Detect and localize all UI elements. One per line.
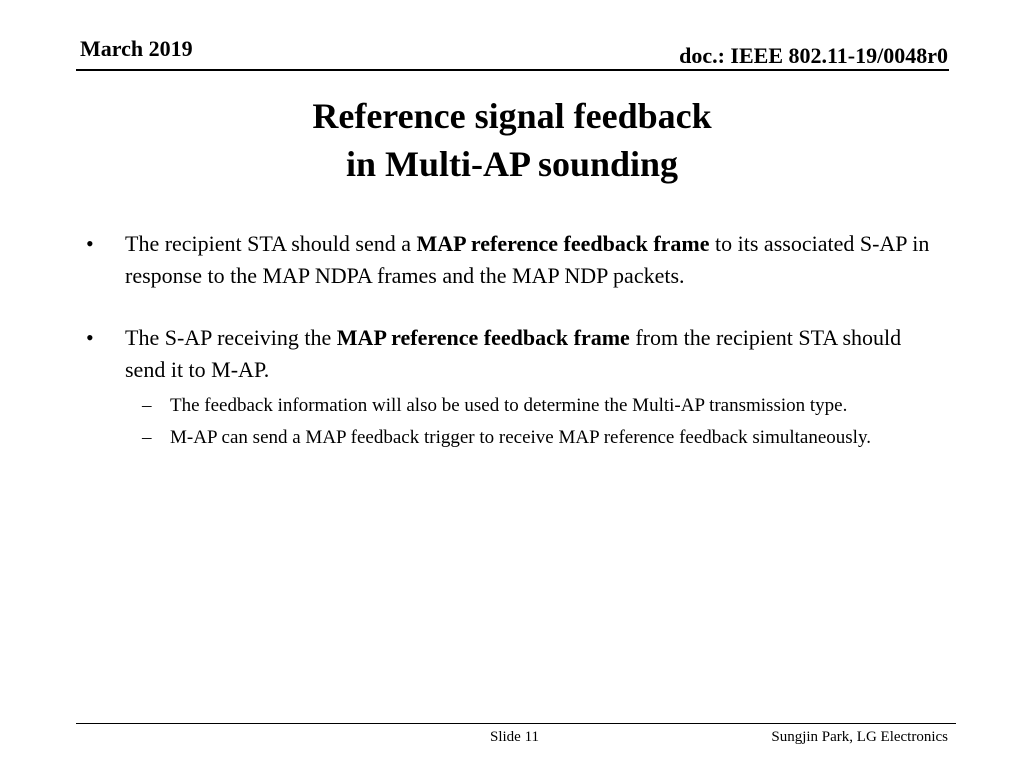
bullet-text: The S-AP receiving the	[125, 325, 337, 350]
sub-bullet-text: M-AP can send a MAP feedback trigger to receive MAP reference feedback simultaneously.	[170, 427, 871, 448]
bullet-bold-text: MAP reference feedback frame	[416, 231, 710, 256]
sub-bullet-mark: –	[142, 395, 152, 416]
header-date: March 2019	[80, 36, 193, 61]
footer-divider	[76, 723, 956, 724]
header-divider	[76, 69, 949, 71]
sub-bullet-item	[125, 424, 946, 452]
bullet-text: to its associated S-AP in response to the MAP NDPA frames and the MAP NDP packets.	[125, 231, 930, 288]
sub-bullet-mark: –	[142, 427, 152, 448]
bullet-item	[86, 228, 946, 292]
slide-title	[0, 92, 1024, 188]
sub-bullet-item	[125, 392, 946, 420]
slide-body	[86, 228, 946, 452]
bullet-text: The recipient STA should send a	[125, 231, 417, 256]
sub-bullet-list	[125, 392, 946, 452]
bullet-text: from the recipient STA should send it to M-AP.	[125, 325, 902, 382]
footer-author: Sungjin Park, LG Electronics	[771, 729, 948, 745]
header-doc-id: doc.: IEEE 802.11-19/0048r0	[679, 43, 948, 68]
slide-title-line-1: Reference signal feedback	[312, 96, 712, 136]
bullet-mark: •	[86, 325, 94, 350]
bullet-bold-text: MAP reference feedback frame	[336, 325, 630, 350]
sub-bullet-text: The feedback information will also be used to determine the Multi-AP transmission type.	[170, 395, 848, 416]
bullet-item	[86, 322, 946, 452]
bullet-mark: •	[86, 231, 94, 256]
slide-title-line-2: in Multi-AP sounding	[345, 144, 679, 184]
slide-number: Slide 11	[490, 729, 540, 745]
